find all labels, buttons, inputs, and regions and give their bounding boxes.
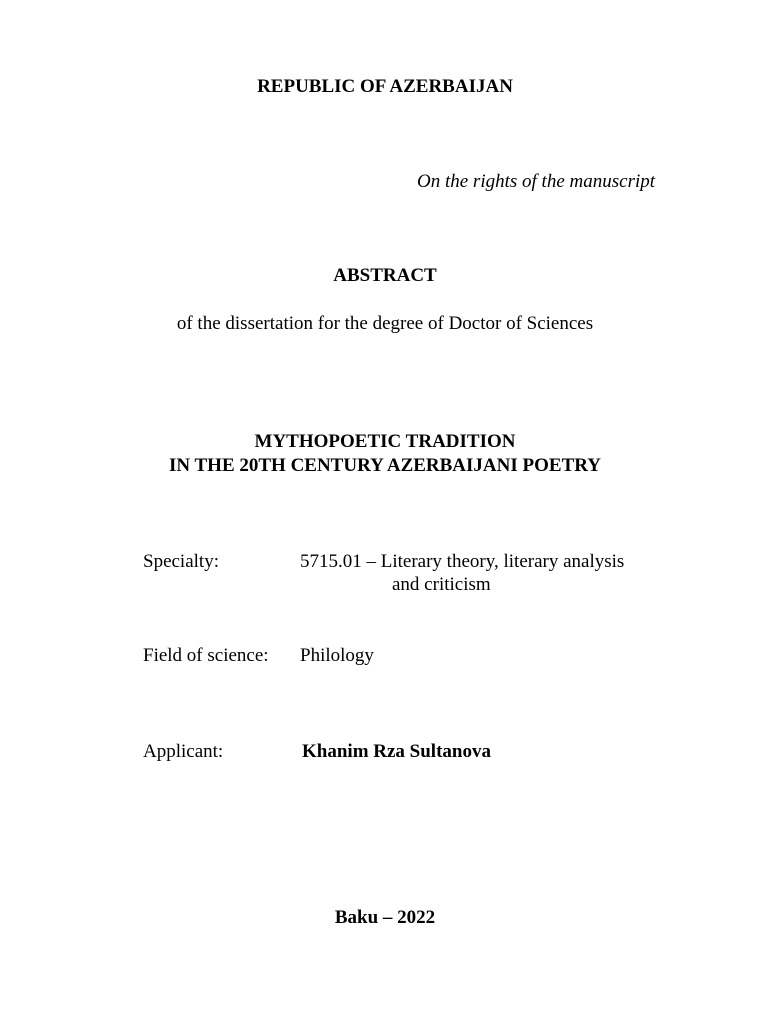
applicant-label: Applicant: (143, 741, 224, 762)
country-heading: REPUBLIC OF AZERBAIJAN (257, 76, 513, 97)
dissertation-title-line-1: MYTHOPOETIC TRADITION (254, 431, 516, 452)
document-type: ABSTRACT (333, 265, 437, 286)
dissertation-title-line-2: IN THE 20TH CENTURY AZERBAIJANI POETRY (168, 455, 602, 476)
field-of-science-value: Philology (300, 645, 374, 666)
document-subtitle: of the dissertation for the degree of Doctor of Sciences (176, 313, 594, 334)
applicant-name: Khanim Rza Sultanova (302, 741, 491, 762)
specialty-value-line-2: and criticism (392, 574, 491, 595)
rights-note: On the rights of the manuscript (417, 171, 656, 192)
field-of-science-label: Field of science: (143, 645, 269, 666)
place-and-year: Baku – 2022 (334, 907, 436, 928)
specialty-label: Specialty: (143, 551, 219, 572)
specialty-value-line-1: 5715.01 – Literary theory, literary analysis (300, 551, 625, 572)
